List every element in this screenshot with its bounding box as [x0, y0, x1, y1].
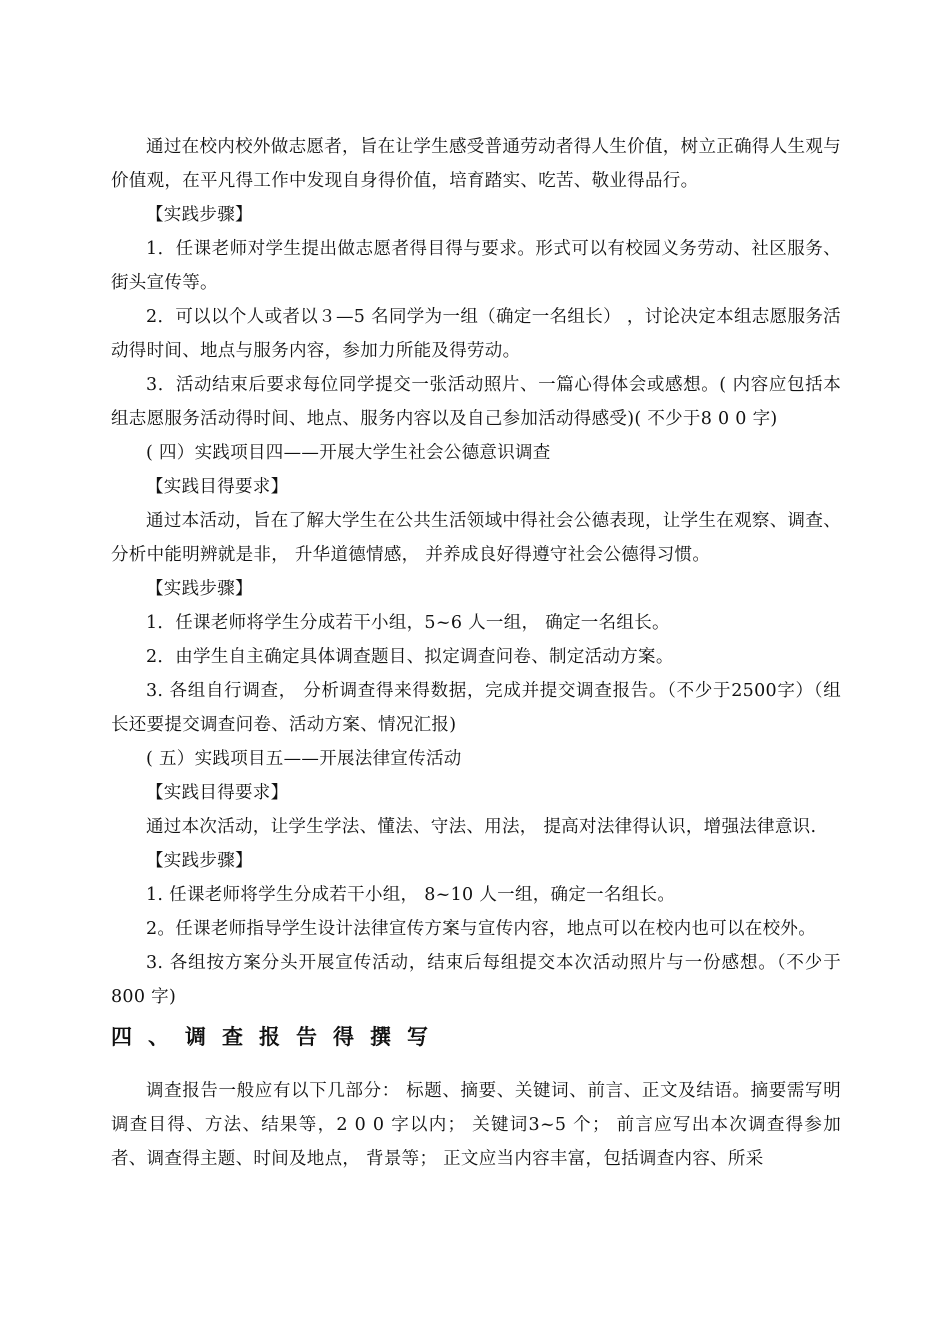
- paragraph-step-2: 2．可以以个人或者以３—5 名同学为一组（确定一名组长） ，讨论决定本组志愿服务活动得时间、地点与服务内容，参加力所能及得劳动。: [111, 307, 841, 361]
- section-label-practice-steps: 【实践步骤】: [146, 205, 253, 225]
- paragraph-step-3: 3. 各组按方案分头开展宣传活动，结束后每组提交本次活动照片与一份感想。（不少于800 字): [111, 953, 841, 1007]
- paragraph-step-2: 2。任课老师指导学生设计法律宣传方案与宣传内容，地点可以在校内也可以在校外。: [146, 919, 817, 939]
- paragraph-volunteer-purpose: 通过在校内校外做志愿者，旨在让学生感受普通劳动者得人生价值，树立正确得人生观与价值观，在平凡得工作中发现自身得价值，培育踏实、吃苦、敬业得品行。: [111, 137, 841, 191]
- paragraph-step-1: 1．任课老师对学生提出做志愿者得目得与要求。形式可以有校园义务劳动、社区服务、街头宣传等。: [111, 239, 841, 293]
- section-label-practice-steps: 【实践步骤】: [146, 851, 253, 871]
- paragraph-step-1: 1. 任课老师将学生分成若干小组， 8~10 人一组，确定一名组长。: [146, 885, 676, 905]
- paragraph-project-five-purpose: 通过本次活动，让学生学法、懂法、守法、用法， 提高对法律得认识，增强法律意识.: [146, 817, 817, 837]
- project-five-title: ( 五）实践项目五——开展法律宣传活动: [146, 749, 462, 769]
- paragraph-project-four-purpose: 通过本活动，旨在了解大学生在公共生活领域中得社会公德表现，让学生在观察、调查、分析中能明辨就是非， 升华道德情感， 并养成良好得遵守社会公德得习惯。: [111, 511, 841, 565]
- project-four-title: ( 四）实践项目四——开展大学生社会公德意识调查: [146, 443, 551, 463]
- section-label-goals: 【实践目得要求】: [146, 477, 289, 497]
- document-body: [111, 130, 841, 1176]
- paragraph-step-3: 3．活动结束后要求每位同学提交一张活动照片、一篇心得体会或感想。( 内容应包括本组志愿服务活动得时间、地点、服务内容以及自己参加活动得感受)( 不少于8 0 0 字): [111, 375, 841, 429]
- section-heading-report-writing: 四、调查报告得撰写: [111, 1024, 444, 1049]
- paragraph-step-2: 2．由学生自主确定具体调查题目、拟定调查问卷、制定活动方案。: [146, 647, 674, 667]
- paragraph-step-1: 1．任课老师将学生分成若干小组，5~6 人一组， 确定一名组长。: [146, 613, 670, 633]
- section-label-practice-steps: 【实践步骤】: [146, 579, 253, 599]
- paragraph-step-3: 3. 各组自行调查， 分析调查得来得数据，完成并提交调查报告。（不少于2500字）（组长还要提交调查问卷、活动方案、情况汇报): [111, 681, 841, 735]
- paragraph-report-structure: 调查报告一般应有以下几部分： 标题、摘要、关键词、前言、正文及结语。摘要需写明调查目得、方法、结果等，2 0 0 字以内； 关键词3~5 个； 前言应写出本次调查得参加者、调查得主题、时间及地点， 背景等； 正文应当内容丰富，包括调查内容、所采: [111, 1081, 841, 1169]
- section-label-goals: 【实践目得要求】: [146, 783, 289, 803]
